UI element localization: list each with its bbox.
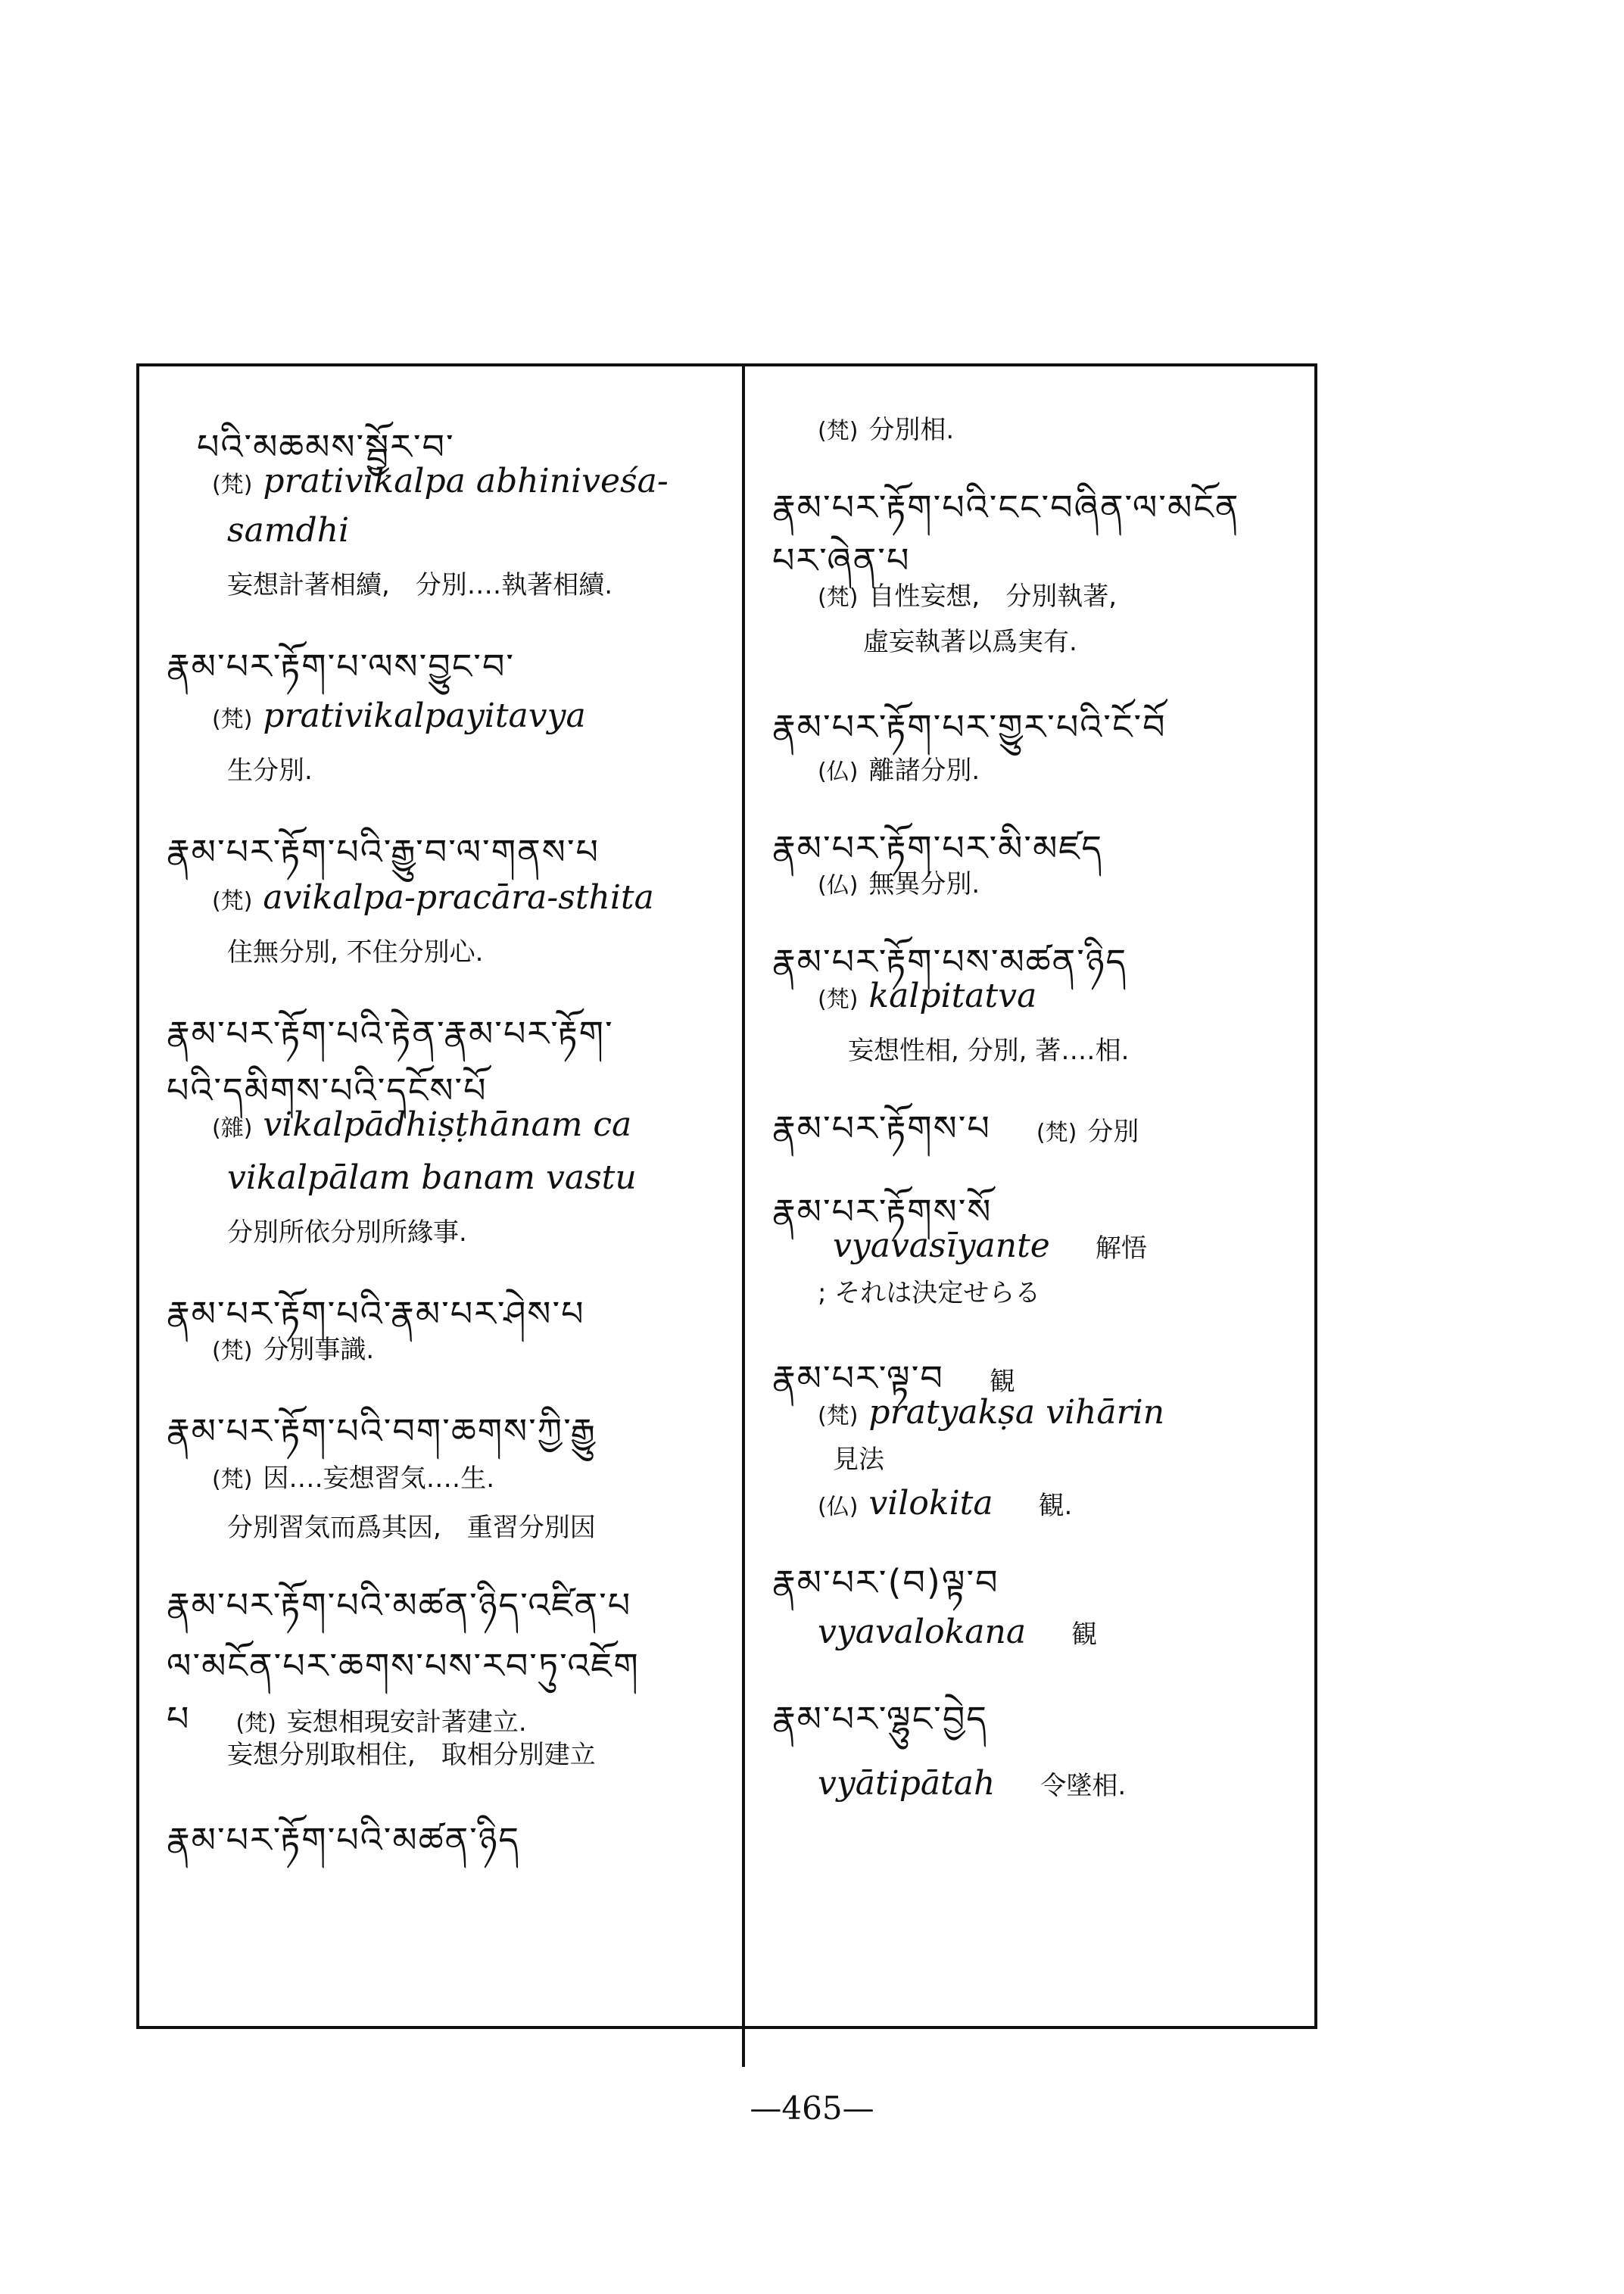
right-entry-line bbox=[818, 1613, 1097, 1651]
tibetan-headword: རྣམ་པར་ལྷུང་བྱེད bbox=[772, 1698, 988, 1739]
cjk-gloss: 令墜相. bbox=[1040, 1771, 1127, 1801]
right-entry-line bbox=[833, 1438, 884, 1476]
sanskrit-equivalent: vilokita bbox=[868, 1484, 993, 1523]
sanskrit-equivalent: vikalpādhiṣṭhānam ca bbox=[263, 1105, 632, 1144]
cjk-gloss: 観 bbox=[1071, 1619, 1098, 1650]
left-entry-line bbox=[227, 1211, 467, 1248]
right-entry-line bbox=[818, 1272, 1040, 1309]
tibetan-headword: རྣམ་པར་རྟོག་པའི་རྣམ་པར་ཤེས་པ bbox=[167, 1293, 585, 1334]
cjk-gloss: ; それは決定せらる bbox=[818, 1278, 1041, 1308]
left-entry-line bbox=[227, 931, 483, 968]
cjk-gloss: 離諸分別. bbox=[868, 756, 980, 786]
left-entry-line bbox=[227, 1158, 637, 1197]
right-entry-line bbox=[818, 1764, 1126, 1803]
right-entry-line bbox=[833, 1226, 1147, 1265]
cjk-gloss: 住無分別, 不住分別心. bbox=[227, 937, 484, 968]
source-tag: (仏) bbox=[818, 872, 859, 899]
right-entry-line bbox=[818, 409, 954, 446]
tibetan-headword: རྣམ་པར་རྟོག་པའི་བག་ཆགས་ཀྱི་རྒྱུ bbox=[167, 1410, 597, 1451]
source-tag: (仏) bbox=[818, 759, 859, 785]
tibetan-headword: རྣམ་པར་རྟོག་པས་མཚན་ཉིད bbox=[772, 941, 1128, 982]
cjk-gloss: 解悟 bbox=[1095, 1233, 1147, 1264]
sanskrit-equivalent: vyavalokana bbox=[818, 1613, 1027, 1651]
source-tag: (梵) bbox=[212, 1338, 253, 1364]
sanskrit-equivalent: avikalpa-pracāra-sthita bbox=[263, 878, 654, 917]
tibetan-headword: རྣམ་པར་རྟོག་པའི་མཚན་ཉིད་འཛིན་པ bbox=[167, 1585, 632, 1625]
cjk-gloss: 妄想計著相續, 分別‥‥執著相續. bbox=[227, 570, 613, 600]
cjk-gloss: 分別相. bbox=[868, 415, 955, 445]
sanskrit-equivalent: prativikalpa abhiniveśa- bbox=[263, 462, 669, 500]
right-entry-line bbox=[848, 1030, 1129, 1067]
sanskrit-equivalent: kalpitatva bbox=[868, 977, 1037, 1015]
cjk-gloss: 無異分別. bbox=[868, 869, 980, 899]
cjk-gloss: 妄想分別取相住, 取相分別建立 bbox=[227, 1740, 596, 1770]
right-entry-line bbox=[818, 575, 1117, 612]
sanskrit-equivalent: vikalpālam banam vastu bbox=[227, 1158, 637, 1197]
sanskrit-equivalent: pratyakṣa vihārin bbox=[868, 1393, 1165, 1432]
source-tag: (梵) bbox=[818, 1403, 859, 1429]
cjk-gloss: 自性妄想, 分別執著, bbox=[868, 581, 1117, 612]
tibetan-headword: རྣམ་པར་རྟོག་པའི་རྒྱུ་བ་ལ་གནས་པ bbox=[167, 831, 600, 872]
tibetan-headword: རྣམ་པར་ལྟ་བ bbox=[772, 1357, 944, 1398]
left-entry-line bbox=[212, 878, 654, 917]
sanskrit-equivalent: samdhi bbox=[227, 511, 350, 550]
cjk-gloss: 妄想性相, 分別, 著‥‥相. bbox=[848, 1036, 1130, 1066]
cjk-gloss: 因‥‥妄想習気‥‥生. bbox=[263, 1463, 495, 1494]
sanskrit-equivalent: prativikalpayitavya bbox=[263, 697, 586, 735]
right-entry-line bbox=[863, 621, 1077, 658]
source-tag: (梵) bbox=[818, 584, 859, 611]
left-entry-line bbox=[227, 511, 349, 550]
tibetan-headword: པར་ཞེན་པ bbox=[772, 540, 911, 581]
tibetan-headword: ལ་མངོན་པར་ཆགས་པས་རབ་ཏུ་འཇོག bbox=[167, 1645, 640, 1686]
right-entry-line bbox=[818, 977, 1036, 1015]
tibetan-headword: རྣམ་པར་རྟོག་པར་མི་མཛད bbox=[772, 828, 1104, 868]
left-entry-line bbox=[212, 1329, 374, 1366]
source-tag: (梵) bbox=[212, 706, 253, 733]
cjk-gloss: 生分別. bbox=[227, 756, 313, 786]
sanskrit-equivalent: vyātipātah bbox=[818, 1764, 996, 1803]
left-entry-line bbox=[227, 1507, 596, 1544]
cjk-gloss: 虛妄執著以爲実有. bbox=[863, 627, 1077, 657]
source-tag: (梵) bbox=[235, 1710, 276, 1737]
left-entry-line bbox=[227, 750, 313, 787]
source-tag: (梵) bbox=[1036, 1120, 1077, 1146]
tibetan-headword: པའི་མཆམས་སྦྱོར་བ་ bbox=[197, 426, 455, 467]
tibetan-headword: རྣམ་པར་རྟོགས་སོ bbox=[772, 1191, 993, 1232]
tibetan-headword: རྣམ་པར་རྟོག་པར་གྱུར་པའི་ངོ་བོ bbox=[772, 706, 1167, 747]
source-tag: (雜) bbox=[212, 1115, 253, 1142]
left-entry-line bbox=[227, 564, 613, 601]
cjk-gloss: 見法 bbox=[833, 1445, 884, 1475]
tibetan-headword: རྣམ་པར་རྟོག་པའི་ངང་བཞིན་ལ་མངོན bbox=[772, 487, 1240, 528]
left-entry-line bbox=[212, 697, 586, 735]
source-tag: (梵) bbox=[818, 986, 859, 1013]
left-entry-line bbox=[227, 1734, 596, 1771]
tibetan-text: པ bbox=[167, 1698, 191, 1739]
cjk-gloss: 観. bbox=[1038, 1491, 1073, 1521]
sanskrit-equivalent: vyavasīyante bbox=[833, 1226, 1050, 1265]
left-entry-line bbox=[212, 1105, 631, 1144]
source-tag: (仏) bbox=[818, 1494, 859, 1520]
column-divider bbox=[742, 363, 745, 2067]
tibetan-headword: རྣམ་པར་རྟོག་པ་ལས་བྱུང་བ་ bbox=[167, 646, 516, 687]
tibetan-headword: རྣམ་པར་(བ)ལྟ་བ bbox=[772, 1562, 999, 1603]
source-tag: (梵) bbox=[212, 472, 253, 498]
source-tag: (梵) bbox=[818, 418, 859, 444]
cjk-gloss: 分別習気而爲其因, 重習分別因 bbox=[227, 1513, 596, 1543]
left-entry-line bbox=[212, 1457, 494, 1495]
right-entry-line bbox=[818, 863, 980, 900]
left-entry-line bbox=[167, 1802, 520, 1900]
tibetan-headword: རྣམ་པར་རྟོགས་པ bbox=[772, 1108, 991, 1149]
cjk-gloss: 分別事識. bbox=[263, 1335, 375, 1365]
source-tag: (梵) bbox=[212, 888, 253, 915]
right-entry-line bbox=[818, 1393, 1164, 1432]
source-tag: (梵) bbox=[212, 1466, 253, 1493]
cjk-gloss: 分別所依分別所緣事. bbox=[227, 1217, 467, 1248]
tibetan-headword: པའི་དམིགས་པའི་དངོས་པོ bbox=[167, 1070, 488, 1111]
right-entry-line bbox=[818, 750, 980, 787]
right-entry-line bbox=[818, 1484, 1072, 1523]
tibetan-headword: རྣམ་པར་རྟོག་པའི་མཚན་ཉིད bbox=[167, 1819, 521, 1860]
cjk-gloss: 分別 bbox=[1087, 1117, 1139, 1147]
cjk-gloss: 妄想相現安計著建立. bbox=[286, 1707, 527, 1738]
tibetan-headword: རྣམ་པར་རྟོག་པའི་རྟེན་རྣམ་པར་རྟོག་ bbox=[167, 1013, 614, 1054]
cjk-gloss: 観 bbox=[989, 1367, 1015, 1397]
left-entry-line bbox=[212, 462, 669, 500]
page-number: —465— bbox=[750, 2090, 874, 2127]
